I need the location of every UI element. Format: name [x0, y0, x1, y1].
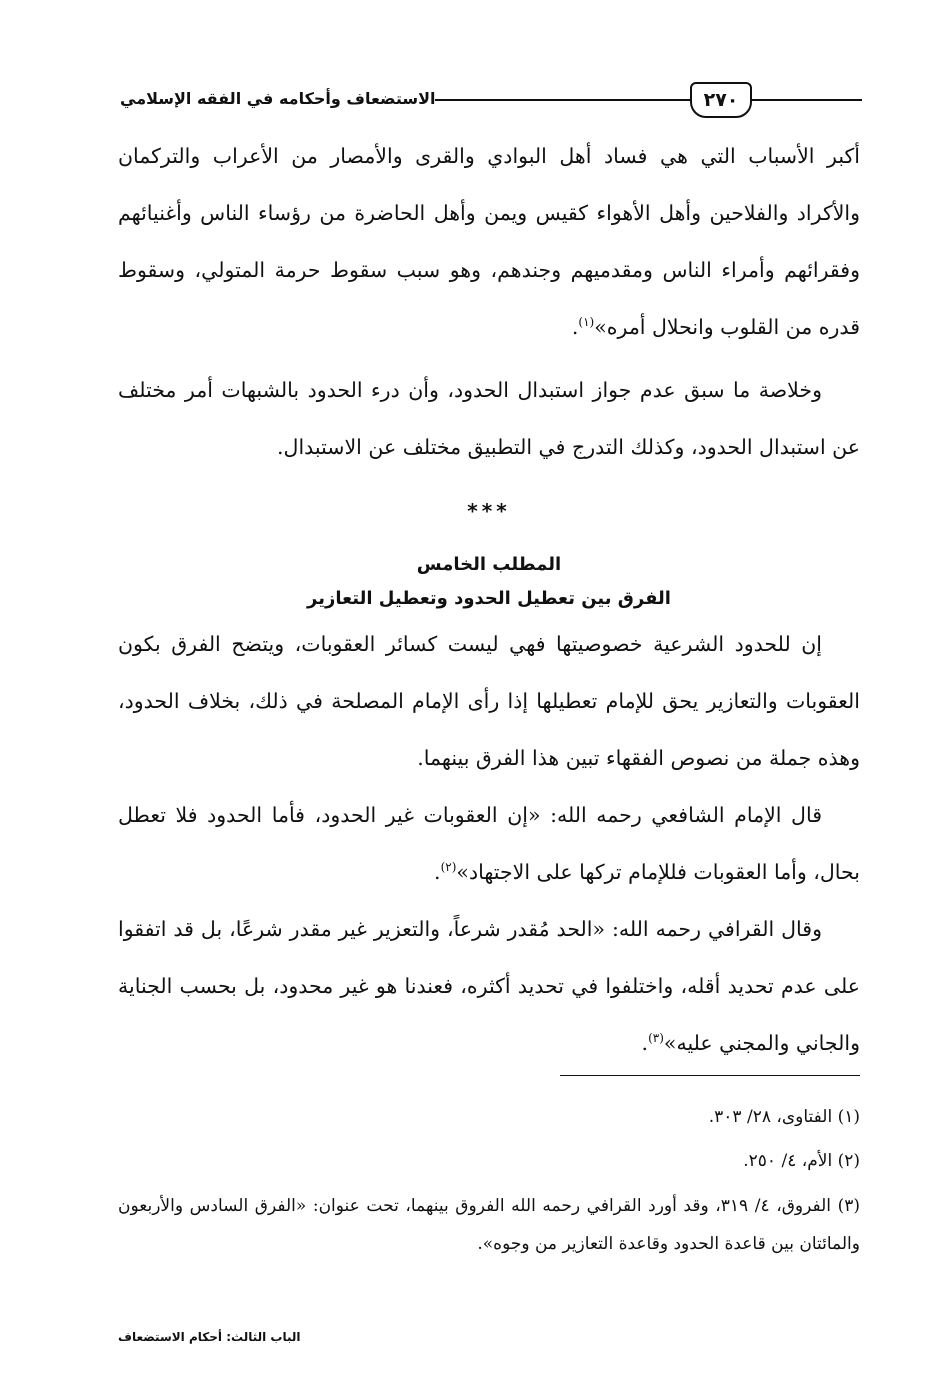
- running-header: [110, 78, 862, 124]
- paragraph-end: .: [571, 315, 579, 339]
- book-title: الاستضعاف وأحكامه في الفقه الإسلامي: [110, 85, 435, 113]
- section-number: المطلب الخامس: [416, 554, 562, 575]
- paragraph-text: أكبر الأسباب التي هي فساد أهل البوادي والقرى والأمصار من الأعراب والتركمان والأكراد والفلاحين وأهل الأهواء كقيس ويمن وأهل الحاضرة من رؤساء الناس وأغنيائهم وفقرائهم وأمراء الناس ومقدميهم وجندهم، وهو سبب سقوط حرمة المتولي، وسقوط قدره من القلوب وانحلال أمره»: [118, 144, 860, 339]
- section-separator: ***: [467, 499, 511, 523]
- running-footer: الباب الثالث: أحكام الاستضعاف: [118, 1330, 301, 1344]
- footnote-ref: (١): [578, 315, 595, 330]
- paragraph: إن للحدود الشرعية خصوصيتها فهي ليست كسائر العقوبات، ويتضح الفرق بكون العقوبات والتعازير يحق للإمام تعطيلها إذا رأى الإمام المصلحة في ذلك، بخلاف الحدود، وهذه جملة من نصوص الفقهاء تبين هذا الفرق بينهما.: [118, 632, 860, 770]
- page-number: ٢٧٠: [690, 82, 752, 118]
- paragraph-text: قال الإمام الشافعي رحمه الله: «إن العقوبات غير الحدود، فأما الحدود فلا تعطل بحال، وأما العقوبات فللإمام تركها على الاجتهاد»: [118, 803, 860, 884]
- paragraph-text: وقال القرافي رحمه الله: «الحد مُقدر شرعاً، والتعزير غير مقدر شرعًا، بل قد اتفقوا على عدم تحديد أقله، واختلفوا في تحديد أكثره، فعندنا هو غير محدود، بل بحسب الجناية والجاني والمجني عليه»: [118, 917, 860, 1055]
- footnote-ref: (٣): [648, 1031, 664, 1046]
- paragraph: [118, 787, 860, 901]
- paragraph: [118, 901, 860, 1072]
- section-title: الفرق بين تعطيل الحدود وتعطيل التعازير: [307, 588, 671, 609]
- footnote: (٢) الأم، ٤/ ٢٥٠.: [743, 1151, 860, 1171]
- footnote-separator: [560, 1075, 860, 1076]
- footnote-ref: (٢): [440, 860, 457, 875]
- header-rule: [750, 99, 862, 101]
- paragraph: وخلاصة ما سبق عدم جواز استبدال الحدود، وأن درء الحدود بالشبهات أمر مختلف عن استبدال الحدود، وكذلك التدرج في التطبيق مختلف عن الاستبدال.: [118, 378, 860, 459]
- footnotes: [118, 1095, 860, 1263]
- paragraph-end: .: [641, 1031, 649, 1055]
- paragraph: [118, 128, 860, 356]
- footnote: (٣) الفروق، ٤/ ٣١٩، وقد أورد القرافي رحمه الله الفروق بينهما، تحت عنوان: «الفرق السادس والأربعون والمائتان بين قاعدة الحدود وقاعدة التعازير من وجوه».: [118, 1196, 860, 1254]
- page-body: [118, 128, 860, 1072]
- footnote: (١) الفتاوى، ٢٨/ ٣٠٣.: [708, 1107, 860, 1127]
- paragraph-end: .: [434, 860, 441, 884]
